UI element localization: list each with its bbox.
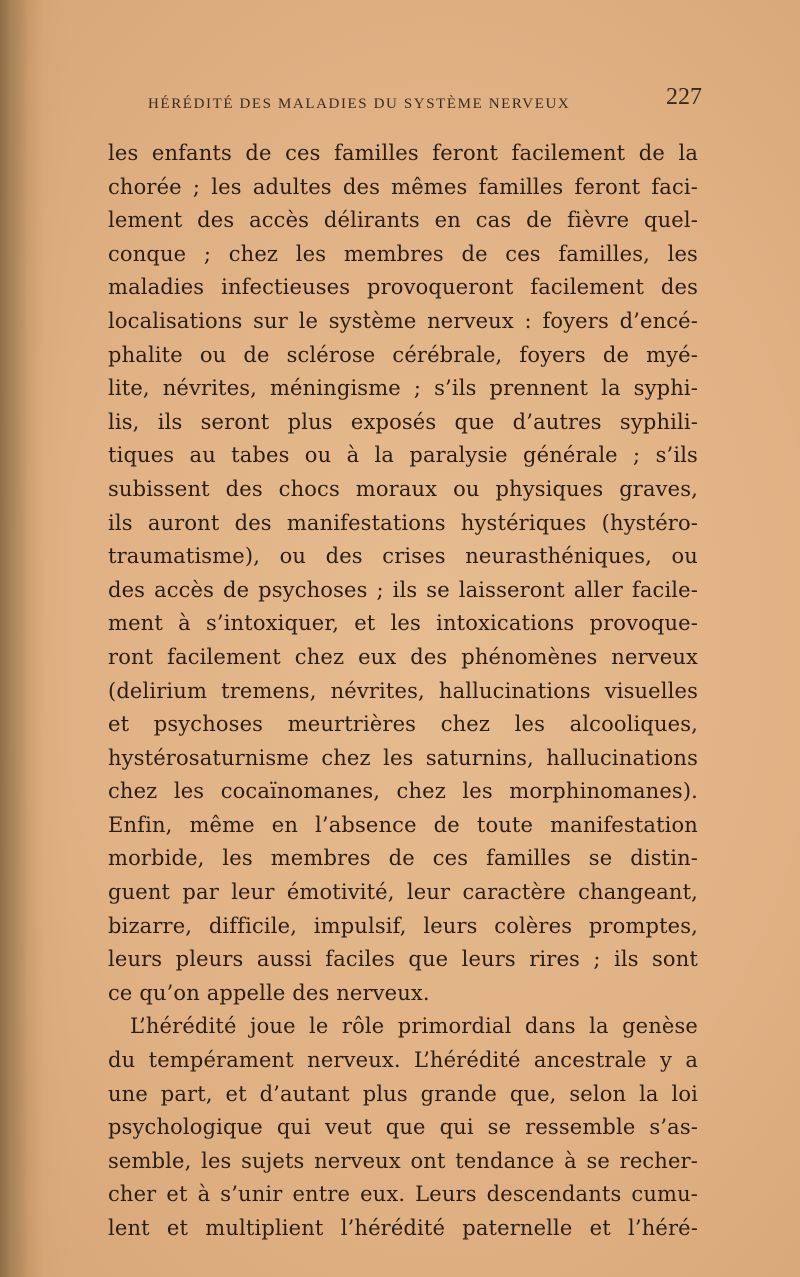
text-line: des accès de psychoses ; ils se laisseront aller facile-: [108, 577, 698, 602]
text-line: conque ; chez les membres de ces familles, les: [108, 241, 698, 266]
text-line: lis, ils seront plus exposés que d’autres syphili-: [108, 409, 698, 434]
text-line: hystérosaturnisme chez les saturnins, hallucinations: [108, 745, 698, 770]
text-line: bizarre, difficile, impulsif, leurs colères promptes,: [108, 913, 698, 938]
text-line: et psychoses meurtrières chez les alcooliques,: [108, 712, 698, 737]
text-line: lite, névrites, méningisme ; s’ils prennent la syphi-: [108, 376, 698, 401]
body-text: [108, 137, 698, 1246]
text-line: une part, et d’autant plus grande que, selon la loi: [108, 1081, 698, 1106]
text-line: psychologique qui veut que qui se ressemble s’as-: [108, 1115, 698, 1140]
text-line: ils auront des manifestations hystériques (hystéro-: [108, 510, 698, 535]
text-line: maladies infectieuses provoqueront facilement des: [108, 275, 698, 300]
text-line: chorée ; les adultes des mêmes familles feront faci-: [108, 174, 698, 199]
text-line: Enfin, même en l’absence de toute manifestation: [108, 812, 698, 837]
text-line: ront facilement chez eux des phénomènes nerveux: [108, 644, 698, 669]
text-line: ce qu’on appelle des nerveux.: [108, 980, 430, 1005]
text-line: les enfants de ces familles feront facilement de la: [108, 141, 698, 165]
running-head: [148, 84, 708, 124]
binding-gutter-shadow: [0, 0, 28, 1277]
text-line: phalite ou de sclérose cérébrale, foyers de myé-: [108, 342, 698, 367]
text-line: lent et multiplient l’hérédité paternelle et l’héré-: [108, 1216, 698, 1240]
text-line: tiques au tabes ou à la paralysie générale ; s’ils: [108, 443, 698, 468]
text-line: chez les cocaïnomanes, chez les morphinomanes).: [108, 779, 698, 804]
running-title: HÉRÉDITÉ DES MALADIES DU SYSTÈME NERVEUX: [148, 96, 571, 112]
text-line: L’hérédité joue le rôle primordial dans la genèse: [130, 1014, 698, 1039]
text-line: du tempérament nerveux. L’hérédité ancestrale y a: [108, 1048, 698, 1073]
text-line: morbide, les membres de ces familles se distin-: [108, 846, 698, 871]
text-line: localisations sur le système nerveux : foyers d’encé-: [108, 308, 698, 333]
text-line: lement des accès délirants en cas de fièvre quel-: [108, 208, 698, 233]
text-line: semble, les sujets nerveux ont tendance à se recher-: [108, 1148, 698, 1173]
text-line: traumatisme), ou des crises neurasthéniques, ou: [108, 544, 698, 569]
text-line: subissent des chocs moraux ou physiques graves,: [108, 476, 698, 501]
text-line: (delirium tremens, névrites, hallucinations visuelles: [108, 678, 698, 703]
text-line: guent par leur émotivité, leur caractère changeant,: [108, 880, 698, 905]
text-line: ment à s’intoxiquer, et les intoxications provoque-: [108, 611, 698, 636]
text-line: leurs pleurs aussi faciles que leurs rires ; ils sont: [108, 947, 698, 972]
text-line: cher et à s’unir entre eux. Leurs descendants cumu-: [108, 1182, 698, 1207]
page-number: 227: [666, 84, 702, 110]
